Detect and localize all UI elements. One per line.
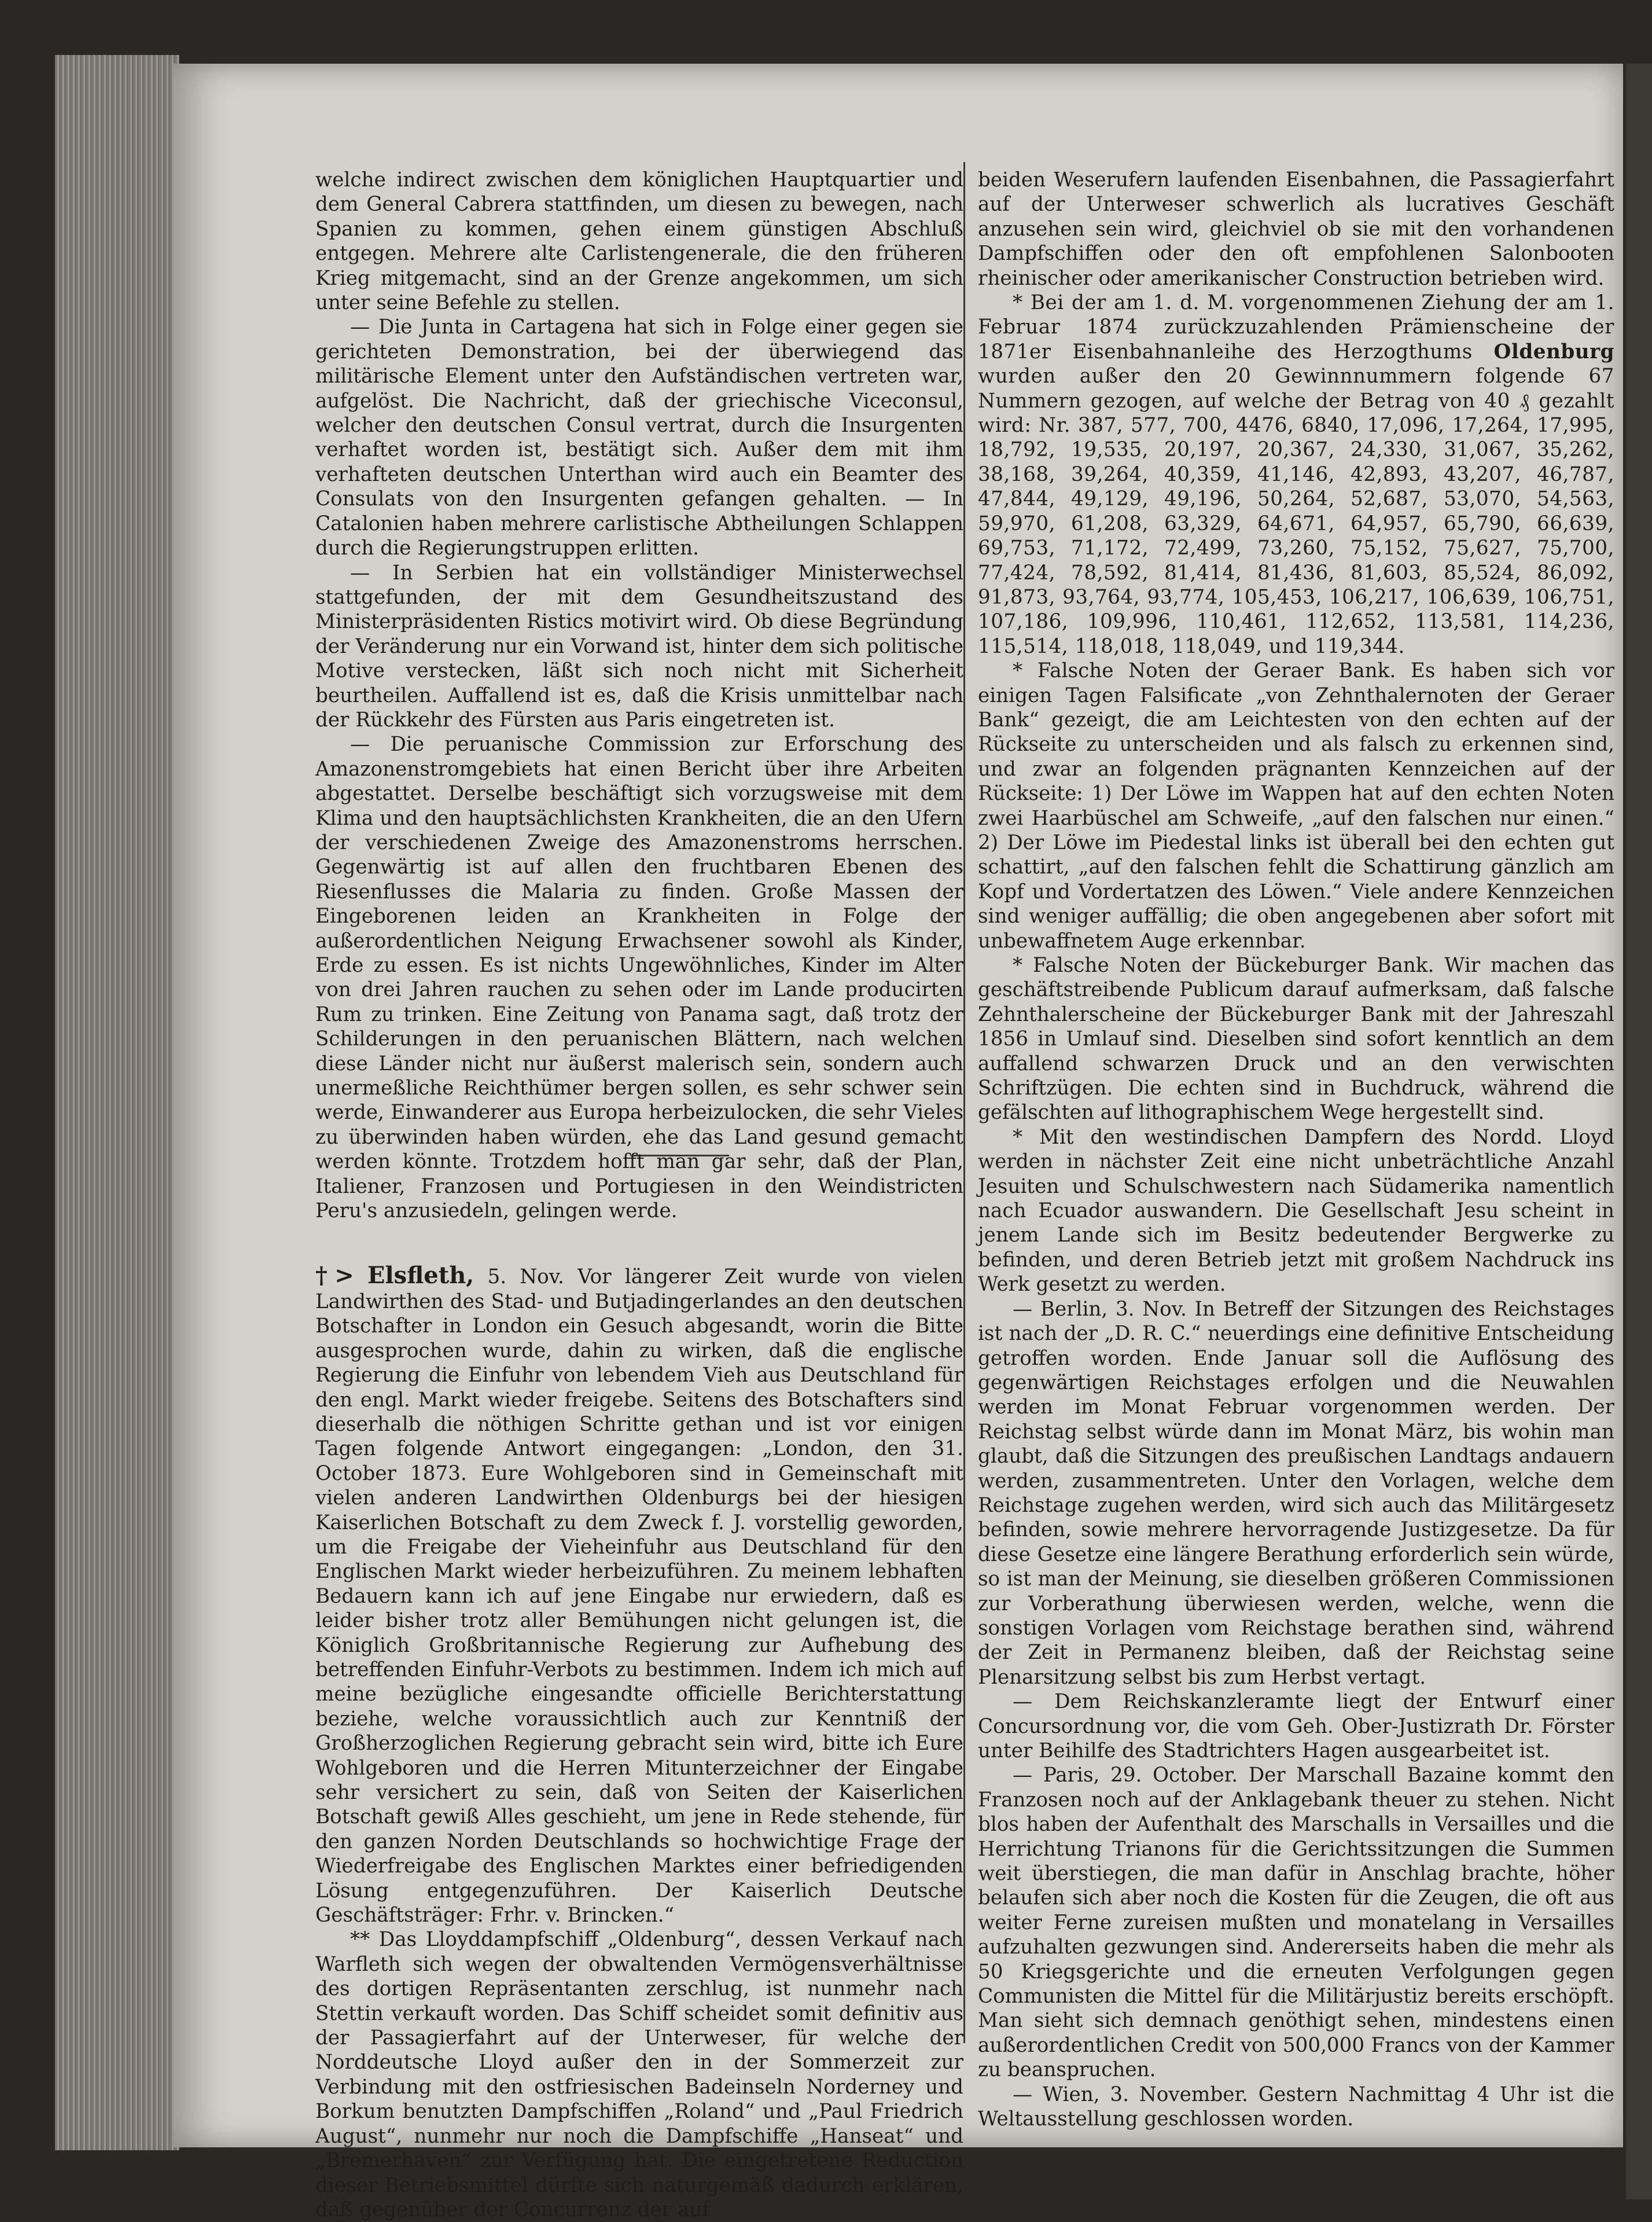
article-weser: beiden Weserufern laufenden Eisenbahnen, die Passagierfahrt auf der Unterweser schwerlich als lucratives Geschäft anzusehen sein wird, gleichviel ob sie mit den vorhandenen Dampfschiffen oder den oft empfohlenen Salonbooten rheinischer oder amerikanischer Construction betrieben wird. — [978, 168, 1614, 290]
article-cabrera: welche indirect zwischen dem königlichen Hauptquartier und dem General Cabrera stattfinden, um diesen zu bewegen, nach Spanien zu kommen, gehen einem günstigen Abschluß entgegen. Mehrere alte Carlistengenerale, die den früheren Krieg mitgemacht, sind an der Grenze angekommen, um sich unter seine Befehle zu stellen. — [315, 168, 963, 315]
article-wien: — Wien, 3. November. Gestern Nachmittag 4 Uhr ist die Weltausstellung geschlossen worden. — [978, 2083, 1614, 2131]
elsfleth-marker: †> — [315, 1262, 354, 1290]
article-bueckeburg: * Falsche Noten der Bückeburger Bank. Wir machen das geschäftstreibende Publicum darauf aufmerksam, daß falsche Zehnthalerscheine der Bückeburger Bank mit der Jahreszahl 1856 in Umlauf sind. Dieselben sind sofort kenntlich an dem auffallend schwarzen Druck und an den verwischten Schriftzügen. Die echten sind in Buchdruck, während die gefälschten auf lithographischem Wege hergestellt sind. — [978, 954, 1614, 1125]
ziehung-oldenburg: Oldenburg — [1493, 340, 1615, 363]
article-cartagena: — Die Junta in Cartagena hat sich in Folge einer gegen sie gerichteten Demonstration, bei der überwiegend das militärische Element unter den Aufständischen vertreten war, aufgelöst. Die Nachricht, daß der griechische Viceconsul, welcher den deutschen Consul vertrat, durch die Insurgenten verhaftet worden ist, bestätigt sich. Außer dem mit ihm verhafteten deutschen Unterthan wird auch ein Beamter des Consulats von den Insurgenten gefangen gehalten. — In Catalonien haben mehrere carlistische Abtheilungen Schlappen durch die Regierungstruppen erlitten. — [315, 315, 963, 560]
elsfleth-dateline: Elsfleth, — [367, 1262, 474, 1290]
article-berlin: — Berlin, 3. Nov. In Betreff der Sitzungen des Reichstages ist nach der „D. R. C.“ neuerdings eine definitive Entscheidung getroffen worden. Ende Januar soll die Auflösung des gegenwärtigen Reichstages erfolgen und die Neuwahlen werden im Monat Februar vorgenommen werden. Der Reichstag selbst würde dann im Monat März, bis wohin man glaubt, daß die Sitzungen des preußischen Landtags andauern werden, zusammentreten. Unter den Vorlagen, welche dem Reichstage zugehen werden, wird sich auch das Militärgesetz befinden, sowie mehrere hervorragende Justizgesetze. Da für diese Gesetze eine längere Berathung erforderlich sein würde, so ist man der Meinung, sie dieselben größeren Commissionen zur Vorberathung überwiesen werden, welche, wenn die sonstigen Vorlagen vom Reichstage berathen sind, während der Zeit in Permanenz bleiben, daß der Reichstag seine Plenarsitzung selbst bis zum Herbst vertagt. — [978, 1297, 1614, 1689]
article-concurs: — Dem Reichskanzleramte liegt der Entwurf einer Concursordnung vor, die vom Geh. Ober-Justizrath Dr. Förster unter Beihilfe des Stadtrichters Hagen ausgearbeitet ist. — [978, 1690, 1614, 1762]
column-divider — [963, 162, 965, 2043]
article-elsfleth — [315, 1264, 963, 1927]
right-column — [978, 168, 1614, 2132]
facing-page-strip — [1626, 64, 1652, 2199]
article-jesuiten: * Mit den westindischen Dampfern des Nordd. Lloyd werden in nächster Zeit eine nicht unbeträchtliche Anzahl Jesuiten und Schulschwestern nach Südamerika namentlich nach Ecuador auswandern. Die Gesellschaft Jesu scheint in jenem Lande sich im Besitz bedeutender Bergwerke zu befinden, und deren Betrieb jetzt mit großem Nachdruck ins Werk gesetzt zu werden. — [978, 1125, 1614, 1297]
left-column — [315, 168, 963, 2222]
elsfleth-text: 5. Nov. Vor längerer Zeit wurde von vielen Landwirthen des Stad- und Butjadingerlandes an den deutschen Botschafter in London ein Gesuch abgesandt, worin die Bitte ausgesprochen wurde, dahin zu wirken, daß die englische Regierung die Einfuhr von lebendem Vieh aus Deutschland für den engl. Markt wieder freigebe. Seitens des Botschafters sind dieserhalb die nöthigen Schritte gethan und ist vor einigen Tagen folgende Antwort eingegangen: „London, den 31. October 1873. Eure Wohlgeboren sind in Gemeinschaft mit vielen anderen Landwirthen Oldenburgs bei der hiesigen Kaiserlichen Botschaft zu dem Zweck f. J. vorstellig geworden, um die Freigabe der Vieheinfuhr aus Deutschland für den Englischen Markt wieder herbeizuführen. Zu meinem lebhaften Bedauern kann ich auf jene Eingabe nur erwiedern, daß es leider bisher trotz aller Bemühungen nicht gelungen ist, die Königlich Großbritannische Regierung zur Aufhebung des betreffenden Einfuhr-Verbots zu bestimmen. Indem ich mich auf meine bezügliche eingesandte officielle Berichterstattung beziehe, welche voraussichtlich auch zur Kenntniß der Großherzoglichen Regierung gebracht sein wird, bitte ich Eure Wohlgeboren und die Herren Mitunterzeichner der Eingabe sehr versichert zu sein, daß von Seiten der Kaiserlichen Botschaft gewiß Alles geschieht, um jene in Rede stehende, für den ganzen Norden Deutschlands so hochwichtige Frage der Wiederfreigabe des Englischen Marktes einer befriedigenden Lösung entgegenzuführen. Der Kaiserlich Deutsche Geschäftsträger: Frhr. v. Brincken.“ — [315, 1265, 963, 1927]
book-page-edges — [55, 55, 179, 2150]
article-serbien: — In Serbien hat ein vollständiger Ministerwechsel stattgefunden, der mit dem Gesundheitszustand des Ministerpräsidenten Ristics motivirt wird. Ob diese Begründung der Veränderung nur ein Vorwand ist, hinter dem sich politische Motive verstecken, läßt sich noch nicht mit Sicherheit beurtheilen. Auffallend ist es, daß die Krisis unmittelbar nach der Rückkehr des Fürsten aus Paris eingetreten ist. — [315, 561, 963, 732]
ziehung-rest: wurden außer den 20 Gewinnnummern folgende 67 Nummern gezogen, auf welche der Betrag von 40 ₰ gezahlt wird: Nr. 387, 577, 700, 4476, 6840, 17,096, 17,264, 17,995, 18,792, 19,535, 20,197, 20,367, 24,330, 31,067, 35,262, 38,168, 39,264, 40,359, 41,146, 42,893, 43,207, 46,787, 47,844, 49,129, 49,196, 50,264, 52,687, 53,070, 54,563, 59,970, 61,208, 63,329, 64,671, 64,957, 65,790, 66,639, 69,753, 71,172, 72,499, 73,260, 75,152, 75,627, 75,700, 77,424, 78,592, 81,414, 81,436, 81,603, 85,524, 86,092, 91,873, 93,764, 93,774, 105,453, 106,217, 106,639, 106,751, 107,186, 109,996, 110,461, 112,652, 113,581, 114,236, 115,514, 118,018, 118,049, und 119,344. — [978, 365, 1614, 658]
article-peru: — Die peruanische Commission zur Erforschung des Amazonenstromgebiets hat einen Bericht über ihre Arbeiten abgestattet. Derselbe beschäftigt sich vorzugsweise mit dem Klima und den hauptsächlichsten Krankheiten, die an den Ufern der verschiedenen Zweige des Amazonenstroms herrschen. Gegenwärtig ist auf allen den fruchtbaren Ebenen des Riesenflusses die Malaria zu finden. Große Massen der Eingeborenen leiden an Krankheiten in Folge der außerordentlichen Neigung Erwachsener sowohl als Kinder, Erde zu essen. Es ist nichts Ungewöhnliches, Kinder im Alter von drei Jahren rauchen zu sehen oder im Lande producirten Rum zu trinken. Eine Zeitung von Panama sagt, daß trotz der Schilderungen in den peruanischen Blättern, nach welchen diese Länder nicht nur äußerst malerisch sein, sondern auch unermeßliche Reichthümer bergen sollen, es sehr schwer sein werde, Einwanderer aus Europa herbeizulocken, die sehr Vieles zu überwinden haben würden, ehe das Land gesund gemacht werden könnte. Trotzdem hofft man gar sehr, daß der Plan, Italiener, Franzosen und Portugiesen in den Weindistricten Peru's anzusiedeln, gelingen werde. — [315, 733, 963, 1223]
article-gera: * Falsche Noten der Geraer Bank. Es haben sich vor einigen Tagen Falsificate „von Zehnthalernoten der Geraer Bank“ gezeigt, die am Leichtesten von den echten auf der Rückseite zu unterscheiden und als falsch zu erkennen sind, und zwar an folgenden prägnanten Kennzeichen auf der Rückseite: 1) Der Löwe im Wappen hat auf den echten Noten zwei Haarbüschel am Schweife, „auf den falschen nur einen.“ 2) Der Löwe im Piedestal links ist überall bei den echten gut schattirt, „auf den falschen fehlt die Schattirung gänzlich am Kopf und Vordertatzen des Löwen.“ Viele andere Kennzeichen sind weniger auffällig; die oben angegebenen aber sofort mit unbewaffnetem Auge erkennbar. — [978, 659, 1614, 953]
ziehung-lead: * Bei der am 1. d. M. vorgenommenen Ziehung der am 1. Februar 1874 zurückzuzahlenden Prämienscheine der 1871er Eisenbahnanleihe des Herzogthums — [978, 291, 1614, 363]
article-paris: — Paris, 29. October. Der Marschall Bazaine kommt den Franzosen noch auf der Anklagebank theuer zu stehen. Nicht blos haben der Aufenthalt des Marschalls in Versailles und die Herrichtung Trianons für die Gerichtssitzungen die Summen weit überstiegen, die man dafür in Anschlag brachte, höher belaufen sich aber noch die Kosten für die Zeugen, die oft aus weiter Ferne zureisen mußten und monatelang in Versailles aufzuhalten gezwungen sind. Andererseits haben die mehr als 50 Kriegsgerichte und die erneuten Verfolgungen gegen Communisten die Mittel für die Militärjustiz bereits erschöpft. Man sieht sich demnach genöthigt sehen, mindestens einen außerordentlichen Credit von 500,000 Francs von der Kammer zu beanspruchen. — [978, 1764, 1614, 2082]
article-ziehung — [978, 291, 1614, 659]
article-lloyd: ** Das Lloyddampfschiff „Oldenburg“, dessen Verkauf nach Warfleth sich wegen der obwaltenden Vermögensverhältnisse des dortigen Repräsentanten zerschlug, ist nunmehr nach Stettin verkauft worden. Das Schiff scheidet somit definitiv aus der Passagierfahrt auf der Unterweser, für welche der Norddeutsche Lloyd außer den in der Sommerzeit zur Verbindung mit den ostfriesischen Badeinseln Norderney und Borkum benutzten Dampfschiffen „Roland“ und „Paul Friedrich August“, nunmehr nur noch die Dampfschiffe „Hanseat“ und „Bremerhaven“ zur Verfügung hat. Die eingetretene Reduction dieser Betriebsmittel dürfte sich naturgemäß dadurch erklären, daß gegenüber der Concurrenz der auf — [315, 1928, 963, 2221]
